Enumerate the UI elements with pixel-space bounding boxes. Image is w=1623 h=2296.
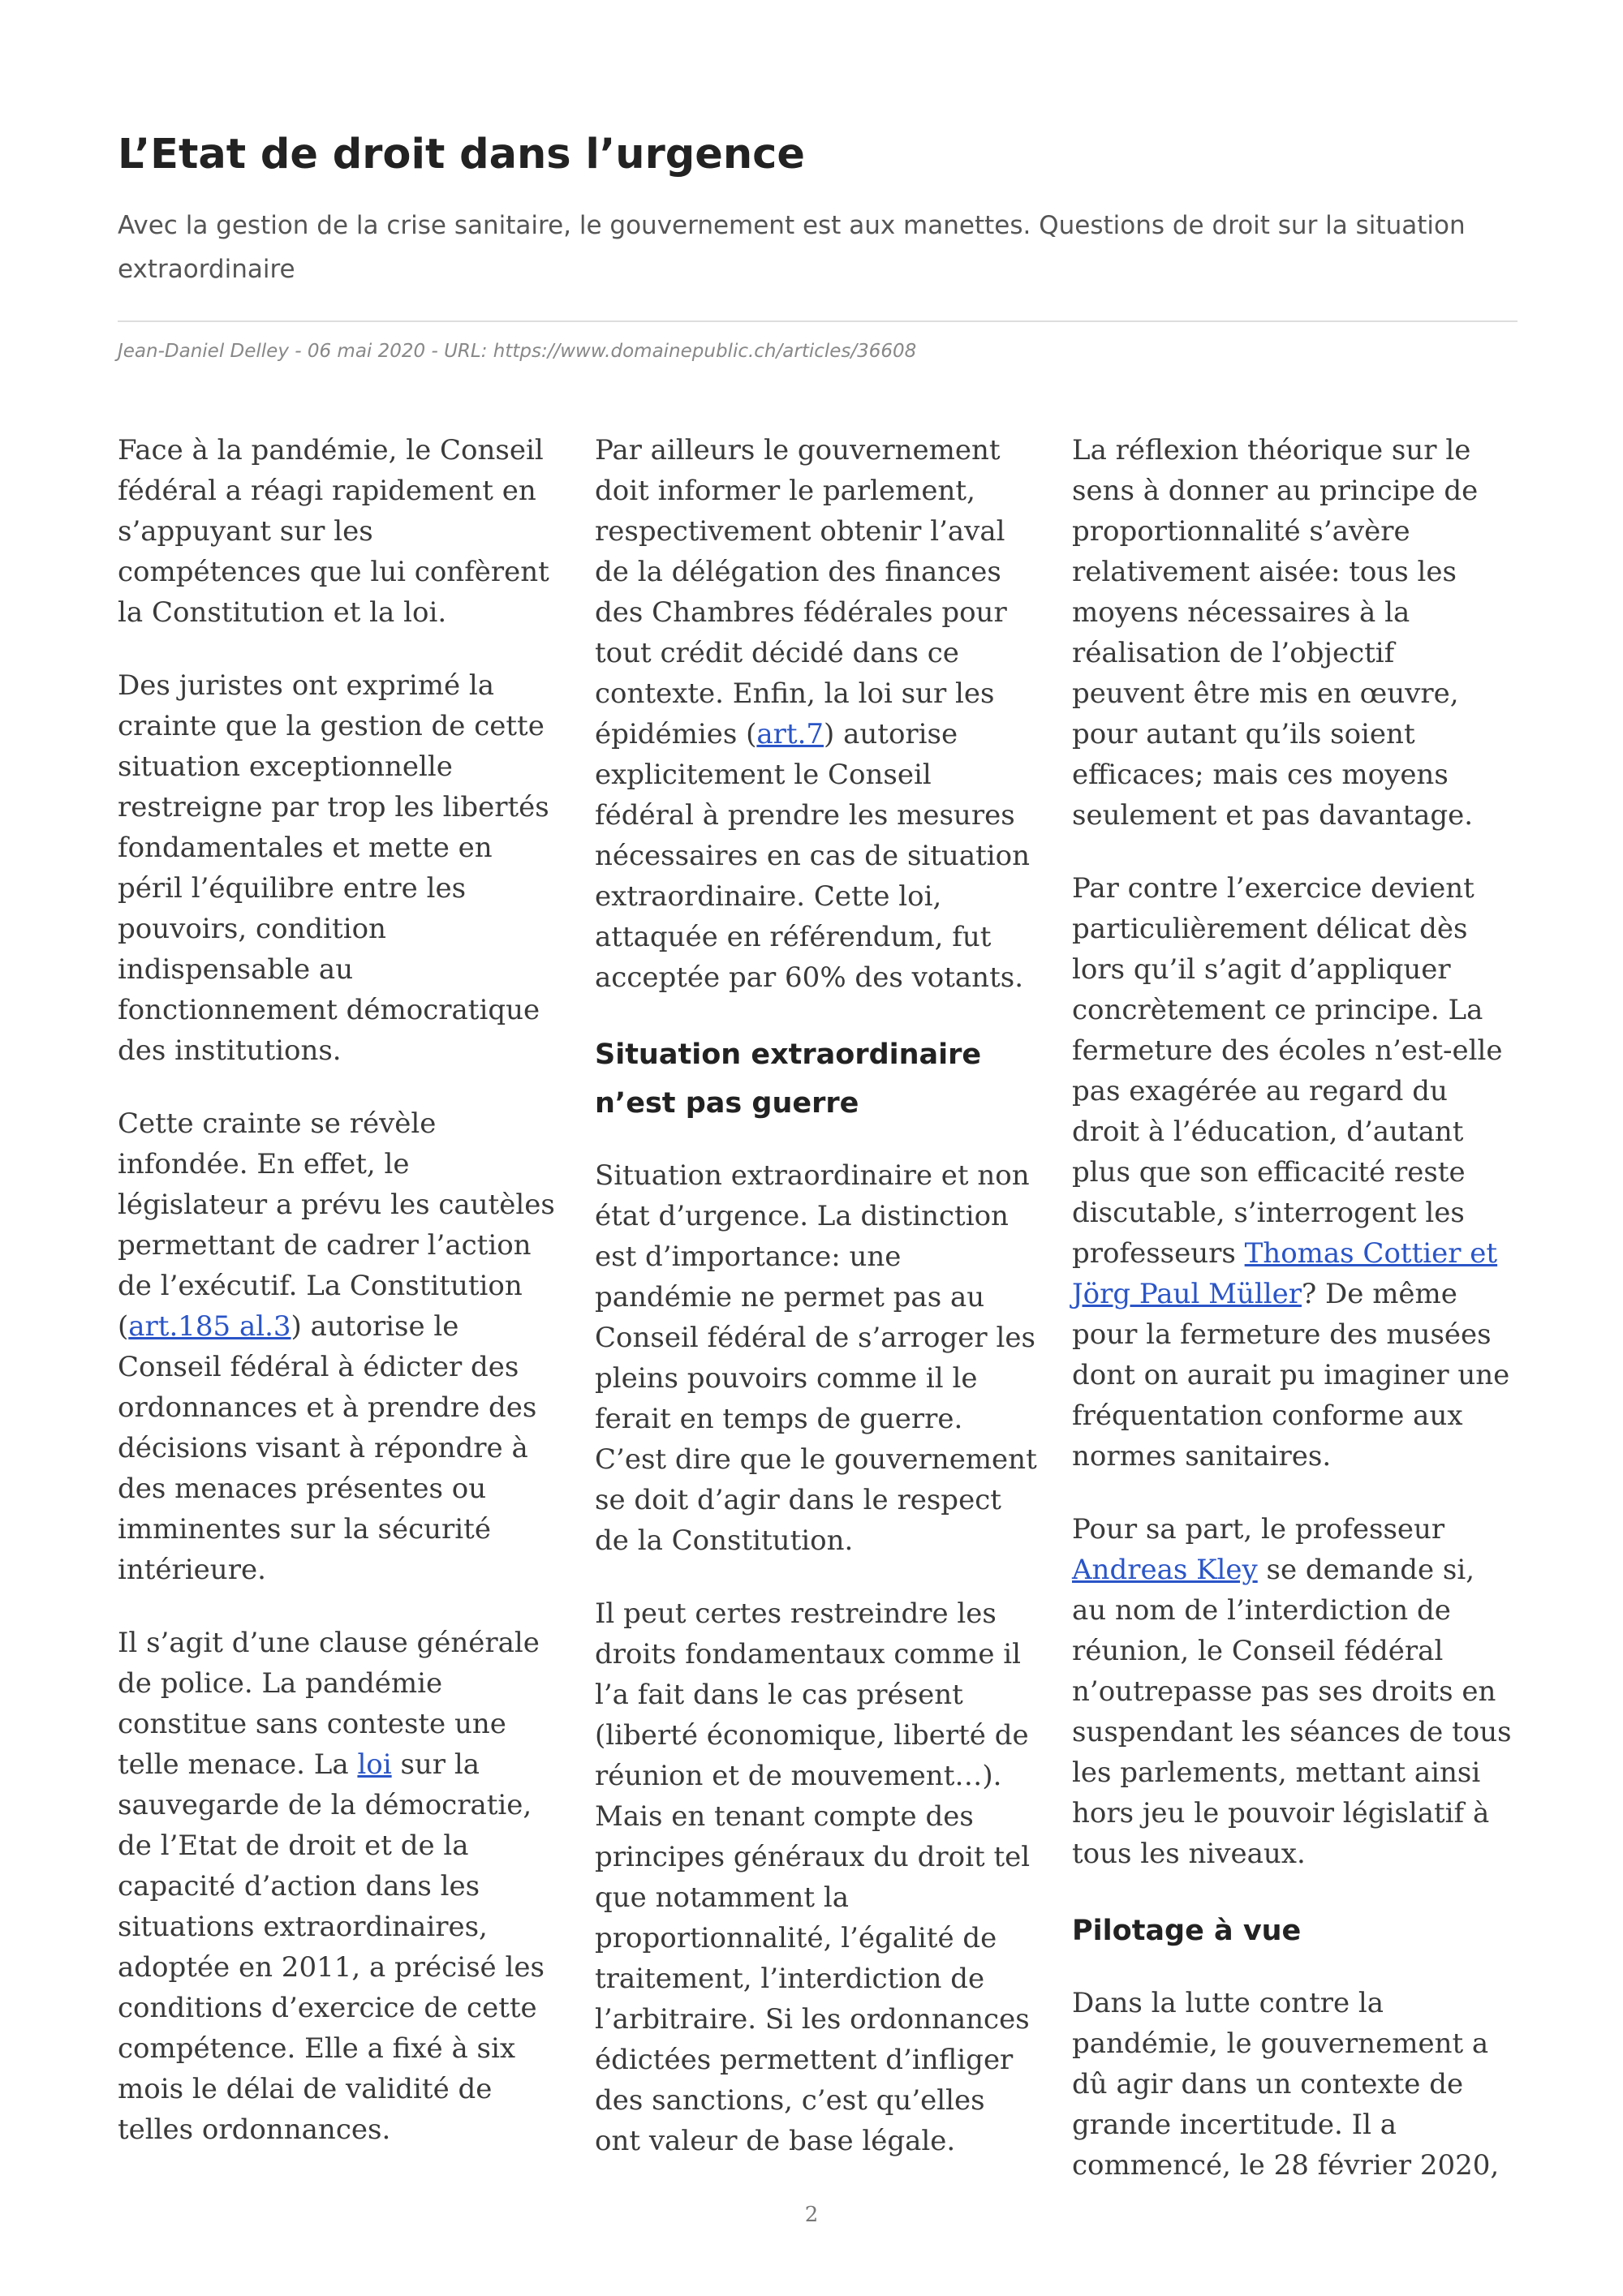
paragraph: Dans la lutte contre la pandémie, le gouvernement a dû agir dans un contexte de grande incertitude. Il a commencé, le 28 février 2020, bbox=[1072, 1987, 1500, 2182]
text-run: ) autorise le Conseil fédéral à édicter des ordonnances et à prendre des décisions visant à répondre à des menaces présentes ou imminentes sur la sécurité intérieure. bbox=[118, 1310, 537, 1586]
link-andreas-kley[interactable]: Andreas Kley bbox=[1072, 1554, 1258, 1586]
text-run: Il s’agit d’une clause générale de police. La pandémie constitue sans conteste une telle menace. La bbox=[118, 1627, 540, 1781]
text-run: Par ailleurs le gouvernement doit informer le parlement, respectivement obtenir l’aval de la délégation des finances des Chambres fédérales pour tout crédit décidé dans ce contexte. Enfin, la loi sur les épidémies ( bbox=[595, 434, 1007, 750]
page-number: 2 bbox=[804, 2203, 819, 2227]
link-loi[interactable]: loi bbox=[357, 1748, 392, 1781]
paragraph bbox=[1072, 1509, 1514, 1874]
article-subtitle: Avec la gestion de la crise sanitaire, le gouvernement est aux manettes. Questions de droit sur la situation extraordinaire bbox=[118, 211, 1466, 285]
section-heading: Situation extraordinaire n’est pas guerre bbox=[595, 1038, 982, 1120]
paragraph: Des juristes ont exprimé la crainte que la gestion de cette situation exceptionnelle restreigne par trop les libertés fondamentales et mette en péril l’équilibre entre les pouvoirs, condition indispensable au fonctionnement démocratique des institutions. bbox=[118, 669, 549, 1067]
text-run: Par contre l’exercice devient particulièrement délicat dès lors qu’il s’agit d’appliquer concrètement ce principe. La fermeture des écoles n’est-elle pas exagérée au regard du droit à l’éducation, d’autant plus que son efficacité reste discutable, s’interrogent les professeurs bbox=[1072, 872, 1503, 1270]
text-run: sur la sauvegarde de la démocratie, de l’Etat de droit et de la capacité d’action dans les situations extraordinaires, adoptée en 2011, a précisé les conditions d’exercice de cette compétence. Elle a fixé à six mois le délai de validité de telles ordonnances. bbox=[118, 1748, 545, 2146]
text-run: Pour sa part, le professeur bbox=[1072, 1513, 1445, 1546]
article-header bbox=[118, 130, 1518, 291]
paragraph bbox=[1072, 868, 1514, 1477]
text-column-3 bbox=[1072, 430, 1514, 2218]
paragraph: La réflexion théorique sur le sens à donner au principe de proportionnalité s’avère relativement aisée: tous les moyens nécessaires à la réalisation de l’objectif peuvent être mis en œuvre, pour autant qu’ils soient efficaces; mais ces moyens seulement et pas davantage. bbox=[1072, 434, 1479, 832]
paragraph: Situation extraordinaire et non état d’urgence. La distinction est d’importance: une pandémie ne permet pas au Conseil fédéral de s’arroger les pleins pouvoirs comme il le ferait en temps de guerre. C’est dire que le gouvernement se doit d’agir dans le respect de la Constitution. bbox=[595, 1159, 1037, 1557]
paragraph: Il peut certes restreindre les droits fondamentaux comme il l’a fait dans le cas présent (liberté économique, liberté de réunion et de mouvement…). Mais en tenant compte des principes généraux du droit tel que notamment la proportionnalité, l’égalité de traitement, l’interdiction de l’arbitraire. Si les ordonnances édictées permettent d’infliger des sanctions, c’est qu’elles ont valeur de base légale. bbox=[595, 1597, 1031, 2157]
link-art-7[interactable]: art.7 bbox=[756, 718, 824, 750]
text-run: ) autorise explicitement le Conseil fédéral à prendre les mesures nécessaires en cas de situation extraordinaire. Cette loi, attaquée en référendum, fut acceptée par 60% des votants. bbox=[595, 718, 1030, 994]
paragraph: Face à la pandémie, le Conseil fédéral a réagi rapidement en s’appuyant sur les compétences que lui confèrent la Constitution et la loi. bbox=[118, 434, 549, 629]
text-run: Cette crainte se révèle infondée. En effet, le législateur a prévu les cautèles permettant de cadrer l’action de l’exécutif. La Constitution ( bbox=[118, 1107, 555, 1343]
article-meta: Jean-Daniel Delley - 06 mai 2020 - URL: https://www.domainepublic.ch/articles/36608 bbox=[118, 341, 917, 362]
paragraph bbox=[118, 1103, 560, 1590]
text-column-1 bbox=[118, 430, 560, 2182]
paragraph bbox=[595, 430, 1037, 998]
text-column-2 bbox=[595, 430, 1037, 2194]
link-art-185[interactable]: art.185 al.3 bbox=[128, 1310, 291, 1343]
header-divider bbox=[118, 320, 1518, 322]
text-run: se demande si, au nom de l’interdiction de réunion, le Conseil fédéral n’outrepasse pas ses droits en suspendant les séances de tous les parlements, mettant ainsi hors jeu le pouvoir législatif à tous les niveaux. bbox=[1072, 1554, 1512, 1870]
section-heading: Pilotage à vue bbox=[1072, 1915, 1302, 1947]
paragraph bbox=[118, 1623, 560, 2150]
link-cottier-muller[interactable]: Thomas Cottier et Jörg Paul Müller bbox=[1072, 1237, 1498, 1310]
text-run: ? De même pour la fermeture des musées dont on aurait pu imaginer une fréquentation conforme aux normes sanitaires. bbox=[1072, 1278, 1510, 1473]
article-title: L’Etat de droit dans l’urgence bbox=[118, 131, 805, 178]
